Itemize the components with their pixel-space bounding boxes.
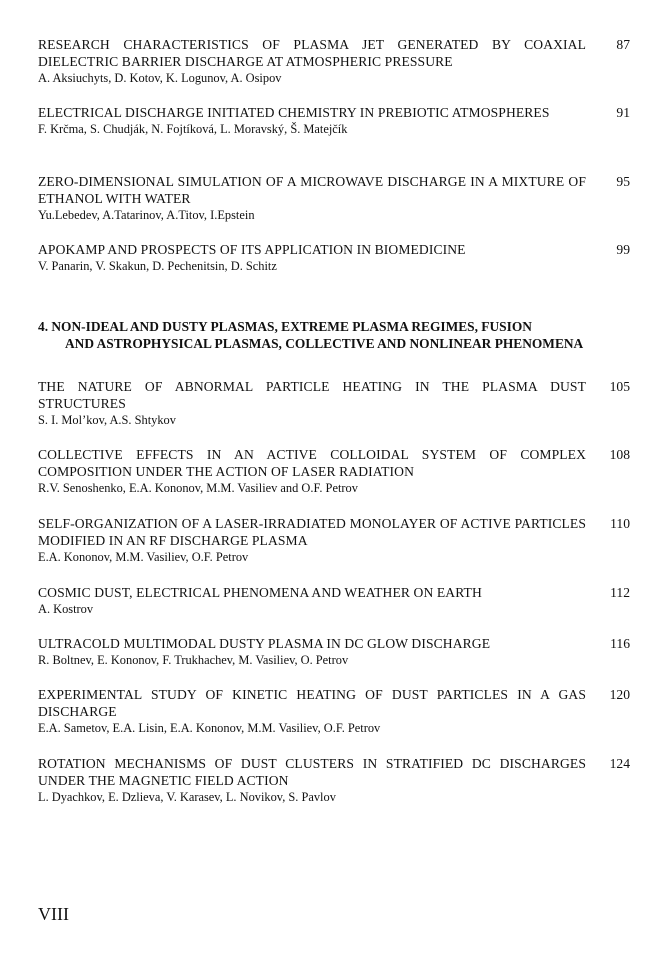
toc-entry <box>38 446 630 496</box>
entry-title: ULTRACOLD MULTIMODAL DUSTY PLASMA IN DC GLOW DISCHARGE <box>38 636 491 651</box>
section-heading <box>38 318 608 352</box>
entry-page-number: 110 <box>610 516 630 531</box>
toc-entry <box>38 173 630 223</box>
entry-page-number: 116 <box>610 636 630 651</box>
entry-authors: F. Krčma, S. Chudják, N. Fojtíková, L. Moravský, Š. Matejčík <box>38 122 348 136</box>
toc-entry <box>38 584 630 617</box>
entry-authors: Yu.Lebedev, A.Tatarinov, A.Titov, I.Epstein <box>38 208 255 222</box>
entry-title: COSMIC DUST, ELECTRICAL PHENOMENA AND WEATHER ON EARTH <box>38 585 482 600</box>
entry-page-number: 95 <box>616 174 630 189</box>
entry-title: ROTATION MECHANISMS OF DUST CLUSTERS IN STRATIFIED DC DISCHARGES UNDER THE MAGNETIC FIELD ACTION <box>38 756 586 788</box>
entry-authors: E.A. Kononov, M.M. Vasiliev, O.F. Petrov <box>38 550 249 564</box>
entry-title: RESEARCH CHARACTERISTICS OF PLASMA JET GENERATED BY COAXIAL DIELECTRIC BARRIER DISCHARGE AT ATMOSPHERIC PRESSURE <box>38 37 586 69</box>
toc-entry <box>38 635 630 668</box>
entry-authors: R.V. Senoshenko, E.A. Kononov, M.M. Vasiliev and O.F. Petrov <box>38 481 358 495</box>
toc-entry <box>38 515 630 565</box>
entry-authors: V. Panarin, V. Skakun, D. Pechenitsin, D. Schitz <box>38 259 277 273</box>
entry-authors: S. I. Mol’kov, A.S. Shtykov <box>38 413 176 427</box>
toc-entry <box>38 36 630 86</box>
entry-authors: A. Aksiuchyts, D. Kotov, K. Logunov, A. Osipov <box>38 71 282 85</box>
entry-page-number: 91 <box>616 105 630 120</box>
toc-entry <box>38 241 630 274</box>
entry-title: SELF-ORGANIZATION OF A LASER-IRRADIATED MONOLAYER OF ACTIVE PARTICLES MODIFIED IN AN RF DISCHARGE PLASMA <box>38 516 586 548</box>
entry-title: ELECTRICAL DISCHARGE INITIATED CHEMISTRY IN PREBIOTIC ATMOSPHERES <box>38 105 550 120</box>
entry-title: ZERO-DIMENSIONAL SIMULATION OF A MICROWAVE DISCHARGE IN A MIXTURE OF ETHANOL WITH WATER <box>38 174 586 206</box>
entry-authors: R. Boltnev, E. Kononov, F. Trukhachev, M. Vasiliev, O. Petrov <box>38 653 349 667</box>
entry-authors: L. Dyachkov, E. Dzlieva, V. Karasev, L. Novikov, S. Pavlov <box>38 790 336 804</box>
toc-entry <box>38 755 630 805</box>
section-heading-rest: AND ASTROPHYSICAL PLASMAS, COLLECTIVE AND NONLINEAR PHENOMENA <box>65 336 584 351</box>
section-heading-line1: 4. NON-IDEAL AND DUSTY PLASMAS, EXTREME PLASMA REGIMES, FUSION <box>38 319 532 334</box>
entry-page-number: 108 <box>609 447 630 462</box>
page-number-roman: VIII <box>38 904 69 924</box>
toc-entry <box>38 378 630 428</box>
entry-page-number: 124 <box>609 756 630 771</box>
entry-page-number: 99 <box>616 242 630 257</box>
entry-page-number: 112 <box>610 585 630 600</box>
toc-entry <box>38 104 630 137</box>
entry-page-number: 120 <box>609 687 630 702</box>
entry-authors: E.A. Sametov, E.A. Lisin, E.A. Kononov, M.M. Vasiliev, O.F. Petrov <box>38 721 381 735</box>
entry-page-number: 87 <box>616 37 630 52</box>
entry-title: THE NATURE OF ABNORMAL PARTICLE HEATING IN THE PLASMA DUST STRUCTURES <box>38 379 586 411</box>
entry-page-number: 105 <box>609 379 630 394</box>
entry-title: APOKAMP AND PROSPECTS OF ITS APPLICATION IN BIOMEDICINE <box>38 242 466 257</box>
entry-title: COLLECTIVE EFFECTS IN AN ACTIVE COLLOIDAL SYSTEM OF COMPLEX COMPOSITION UNDER THE ACTION OF LASER RADIATION <box>38 447 586 479</box>
toc-entry <box>38 686 630 736</box>
entry-title: EXPERIMENTAL STUDY OF KINETIC HEATING OF DUST PARTICLES IN A GAS DISCHARGE <box>38 687 586 719</box>
entry-authors: A. Kostrov <box>38 602 94 616</box>
